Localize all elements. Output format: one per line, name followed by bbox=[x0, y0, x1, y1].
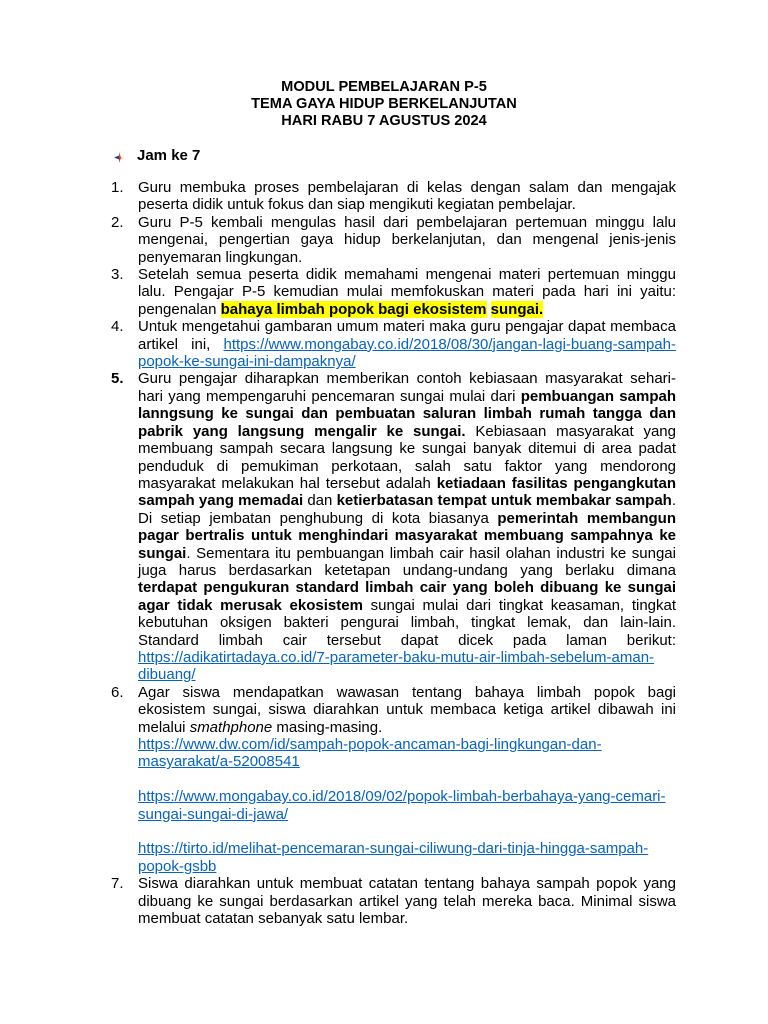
item-text: Siswa diarahkan untuk membuat catatan tentang bahaya sampah popok yang dibuang ke sungai berdasarkan artikel yang telah mereka baca. Minimal siswa membuat catatan sebanyak satu lembar. bbox=[138, 875, 676, 928]
standard-link[interactable]: https://adikatirtadaya.co.id/7-parameter-baku-mutu-air-limbah-sebelum-aman-dibuang/ bbox=[138, 648, 655, 684]
article-link-dw[interactable]: https://www.dw.com/id/sampah-popok-ancaman-bagi-lingkungan-dan-masyarakat/a-52008541 bbox=[138, 736, 602, 771]
session-heading bbox=[114, 147, 200, 164]
article-link-tirto[interactable]: https://tirto.id/melihat-pencemaran-sungai-ciliwung-dari-tinja-hingga-sampah-popok-gsbb bbox=[138, 840, 649, 875]
item-number: 2. bbox=[111, 213, 124, 231]
item-number: 3. bbox=[111, 266, 124, 284]
list-item bbox=[111, 266, 676, 318]
list-item bbox=[111, 684, 676, 875]
item-text: Guru membuka proses pembelajaran di kelas dengan salam dan mengajak peserta didik untuk fokus dan siap mengikuti kegiatan pembelajar. bbox=[138, 179, 676, 214]
item-number: 1. bbox=[111, 179, 124, 196]
document-header bbox=[0, 79, 768, 131]
item-number: 4. bbox=[111, 318, 124, 336]
list-item bbox=[111, 370, 676, 683]
item-text: Guru pengajar diharapkan memberikan contoh kebiasaan masyarakat sehari-hari yang mempengaruhi pencemaran sungai mulai dari pembuangan sampah lanngsung ke sungai dan pembuatan saluran limbah rumah tangga dan pabrik yang langsung mengalir ke sungai. Kebiasaan masyarakat yang membuang sampah secara langsung ke sungai banyak ditemui di area padat penduduk di pemukiman perkotaan, salah satu faktor yang mendorong masyarakat melakukan hal tersebut adalah ketiadaan fasilitas pengangkutan sampah yang memadai dan ketierbatasan tempat untuk membakar sampah. Di setiap jembatan penghubung di kota biasanya pemerintah membangun pagar bertralis untuk menghindari masyarakat membuang sampahnya ke sungai. Sementara itu pembuangan limbah cair hasil olahan industri ke sungai juga harus berdasarkan ketetapan undang-undang yang berlaku dimana terdapat pengukuran standard limbah cair yang boleh dibuang ke sungai agar tidak merusak ekosistem sungai mulai dari tingkat keasaman, tingkat kebutuhan oksigen bakteri pengurai limbah, tingkat lemak, dan lain-lain. Standard limbah cair tersebut dapat dicek pada laman berikut: https://adikatirtadaya.co.id/7-parameter-baku-mutu-air-limbah-sebelum-aman-dibuang/ bbox=[138, 370, 677, 684]
arrow-bullet-icon bbox=[114, 150, 125, 161]
item-text: Guru P-5 kembali mengulas hasil dari pembelajaran pertemuan minggu lalu mengenai, pengertian gaya hidup berkelanjutan, dan mengenal jenis-jenis penyemaran lingkungan. bbox=[138, 213, 676, 266]
activity-list bbox=[111, 179, 676, 927]
header-date: HARI RABU 7 AGUSTUS 2024 bbox=[281, 113, 487, 130]
header-title: MODUL PEMBELAJARAN P-5 bbox=[281, 79, 487, 95]
item-text: Untuk mengetahui gambaran umum materi maka guru pengajar dapat membaca artikel ini, https://www.mongabay.co.id/2018/08/30/jangan-lagi-buang-sampah-popok-ke-sungai-ini-dampaknya/ bbox=[138, 318, 676, 371]
list-item bbox=[111, 318, 676, 370]
session-label: Jam ke 7 bbox=[137, 147, 201, 164]
highlighted-topic-end: sungai. bbox=[490, 300, 544, 318]
header-theme: TEMA GAYA HIDUP BERKELANJUTAN bbox=[251, 96, 517, 113]
item-text: Setelah semua peserta didik memahami mengenai materi pertemuan minggu lalu. Pengajar P-5 kemudian mulai memfokuskan materi pada hari ini yaitu: pengenalan bahaya limbah popok bagi ekosistem sungai. bbox=[138, 266, 676, 318]
highlighted-topic: bahaya limbah popok bagi ekosistem bbox=[220, 300, 487, 318]
list-item bbox=[111, 214, 676, 266]
list-item bbox=[111, 875, 676, 927]
article-link[interactable]: https://www.mongabay.co.id/2018/08/30/jangan-lagi-buang-sampah-popok-ke-sungai-ini-dampaknya/ bbox=[138, 335, 676, 371]
item-text: Agar siswa mendapatkan wawasan tentang bahaya limbah popok bagi ekosistem sungai, siswa diarahkan untuk membaca ketiga artikel dibawah ini melalui smathphone masing-masing. https://www.dw.com/id/sampah-popok-ancaman-bagi-lingkungan-dan-masyarakat/a-52008541 https://www.mongabay.co.id/2018/09/02/popok-limbah-berbahaya-yang-cemari-sungai-sungai-di-jawa/ https://tirto.id/melihat-pencemaran-sungai-ciliwung-dari-tinja-hingga-sampah-popok-gsbb bbox=[138, 683, 676, 875]
item-number: 7. bbox=[111, 875, 124, 893]
article-link-mongabay[interactable]: https://www.mongabay.co.id/2018/09/02/popok-limbah-berbahaya-yang-cemari-sungai-sungai-di-jawa/ bbox=[138, 788, 666, 823]
item-number: 5. bbox=[111, 370, 124, 388]
list-item bbox=[111, 179, 676, 214]
item-number: 6. bbox=[111, 683, 124, 701]
